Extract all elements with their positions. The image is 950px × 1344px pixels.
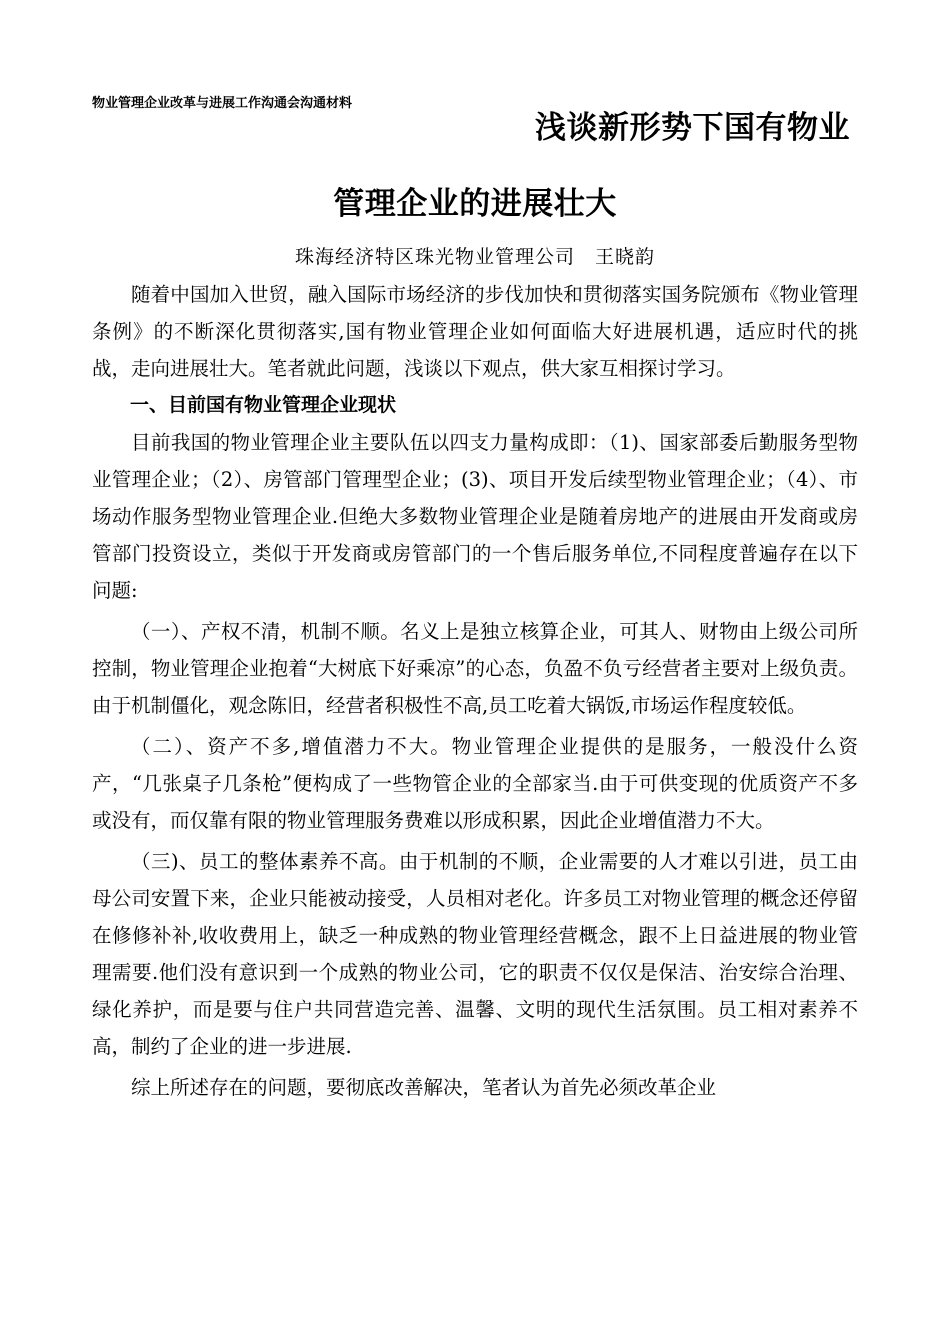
paragraph-summary: 综上所述存在的问题，要彻底改善解决，笔者认为首先必须改革企业 bbox=[131, 1076, 717, 1099]
title-line-1: 浅谈新形势下国有物业 bbox=[535, 110, 850, 146]
author-line: 珠海经济特区珠光物业管理公司 王晓韵 bbox=[294, 246, 655, 268]
header-note: 物业管理企业改革与进展工作沟通会沟通材料 bbox=[92, 96, 353, 111]
paragraph-item-1: （一）、产权不清，机制不顺。名义上是独立核算企业，可其人、财物由上级公司所控制，物业管理企业抱着“大树底下好乘凉”的心态，负盈不负亏经营者主要对上级负责。由于机制僵化，观念陈旧，经营者积极性不高,员工吃着大锅饭,市场运作程度较低。 bbox=[92, 620, 858, 717]
paragraph-item-2: （二）、资产不多,增值潜力不大。物业管理企业提供的是服务，一般没什么资产，“几张桌子几条枪”便构成了一些物管企业的全部家当.由于可供变现的优质资产不多或没有，而仅靠有限的物业管理服务费难以形成积累，因此企业增值潜力不大。 bbox=[92, 735, 858, 832]
title-line-2: 管理企业的进展壮大 bbox=[333, 186, 617, 222]
section-heading-1: 一、目前国有物业管理企业现状 bbox=[130, 394, 397, 416]
document-body bbox=[92, 276, 858, 1106]
paragraph-intro: 随着中国加入世贸，融入国际市场经济的步伐加快和贯彻落实国务院颁布《物业管理条例》的不断深化贯彻落实,国有物业管理企业如何面临大好进展机遇，适应时代的挑战，走向进展壮大。笔者就此问题，浅谈以下观点，供大家互相探讨学习。 bbox=[92, 283, 858, 380]
paragraph-item-3: （三)、员工的整体素养不高。由于机制的不顺，企业需要的人才难以引进，员工由母公司安置下来，企业只能被动接受，人员相对老化。许多员工对物业管理的概念还停留在修修补补,收收费用上，缺乏一种成熟的物业管理经营概念，跟不上日益进展的物业管理需要.他们没有意识到一个成熟的物业公司，它的职责不仅仅是保洁、治安综合治理、绿化养护，而是要与住户共同营造完善、温馨、文明的现代生活氛围。员工相对素养不高，制约了企业的进一步进展. bbox=[92, 850, 858, 1058]
paragraph-section1: 目前我国的物业管理企业主要队伍以四支力量构成即：（1)、国家部委后勤服务型物业管理企业；（2）、房管部门管理型企业；(3)、项目开发后续型物业管理企业；（4）、市场动作服务型物业管理企业.但绝大多数物业管理企业是随着房地产的进展由开发商或房管部门投资设立，类似于开发商或房管部门的一个售后服务单位,不同程度普遍存在以下问题: bbox=[92, 431, 858, 602]
